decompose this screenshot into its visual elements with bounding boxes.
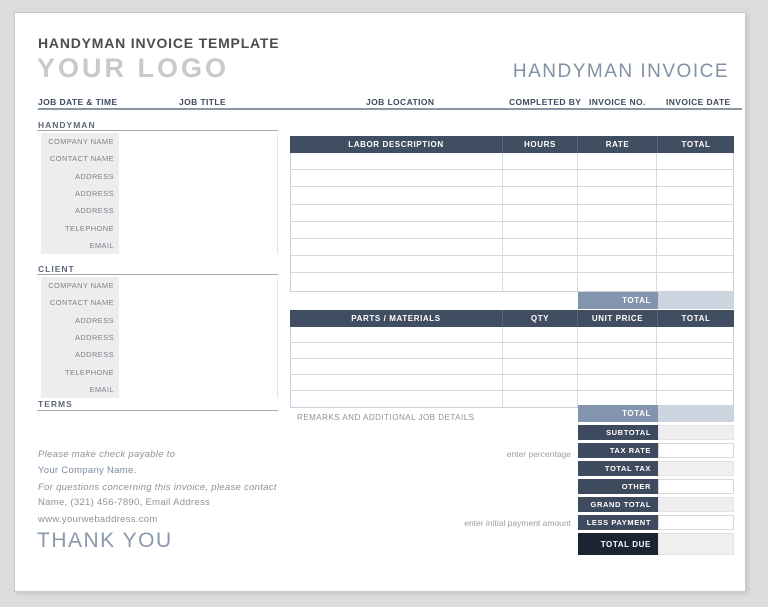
tax-rate-label: TAX RATE: [578, 443, 658, 458]
other-value: [658, 479, 734, 494]
client-field-labels: [41, 277, 119, 398]
subtotal-value: [658, 425, 734, 440]
tax-rate-note: enter percentage: [506, 449, 571, 459]
table-row: [291, 239, 733, 256]
grand-total-label: GRAND TOTAL: [578, 497, 658, 512]
less-payment-value: [658, 515, 734, 530]
subtotal-label: SUBTOTAL: [578, 425, 658, 440]
invoice-title: HANDYMAN INVOICE: [512, 61, 729, 82]
table-row: [291, 273, 733, 290]
website-line: www.yourwebaddress.com: [38, 514, 158, 525]
contact-details-line: Name, (321) 456-7890, Email Address: [38, 497, 211, 508]
qty-header: QTY: [503, 310, 578, 327]
field-label: ADDRESS: [74, 171, 114, 181]
client-section-label: CLIENT: [38, 264, 75, 274]
handyman-value-area: [119, 133, 278, 254]
invoice-no-label: INVOICE NO.: [589, 97, 646, 107]
labor-total-label: TOTAL: [578, 292, 658, 309]
field-label: CONTACT NAME: [49, 298, 114, 308]
contact-line: For questions concerning this invoice, please contact: [38, 482, 277, 493]
field-label: TELEPHONE: [64, 223, 114, 233]
parts-total-row: [578, 405, 734, 422]
table-row: [291, 343, 733, 359]
client-value-area: [119, 277, 278, 398]
handyman-rule: [37, 130, 278, 131]
terms-section-label: TERMS: [38, 399, 73, 409]
handyman-field-labels: [41, 133, 119, 254]
parts-materials-header: PARTS / MATERIALS: [290, 310, 503, 327]
invoice-date-label: INVOICE DATE: [666, 97, 731, 107]
field-label: EMAIL: [89, 240, 114, 250]
table-row: [291, 187, 733, 204]
table-row: [291, 375, 733, 391]
parts-total-label: TOTAL: [578, 405, 658, 422]
grand-total-value: [658, 497, 734, 512]
other-label: OTHER: [578, 479, 658, 494]
parts-table-header: [290, 310, 734, 327]
table-row: [291, 359, 733, 375]
field-label: ADDRESS: [74, 315, 114, 325]
parts-table-body: [290, 327, 734, 408]
job-header-rule: [38, 108, 742, 110]
totals-summary: [578, 425, 734, 555]
invoice-page: [14, 12, 746, 592]
labor-table-header: [290, 136, 734, 153]
labor-table-body: [290, 153, 734, 292]
total-tax-label: TOTAL TAX: [578, 461, 658, 476]
parts-table: [290, 310, 734, 408]
check-payable-line: Please make check payable to: [38, 449, 176, 460]
total-header: TOTAL: [681, 140, 711, 149]
labor-total-row: [578, 292, 734, 309]
completed-by-label: COMPLETED BY: [509, 97, 582, 107]
labor-table: [290, 136, 734, 292]
job-location-label: JOB LOCATION: [366, 97, 435, 107]
page-title: HANDYMAN INVOICE TEMPLATE: [38, 35, 280, 51]
total-due-row: [578, 533, 734, 555]
table-row: [291, 327, 733, 343]
field-label: ADDRESS: [74, 206, 114, 216]
other-row: [578, 479, 734, 494]
unit-price-header: UNIT PRICE: [578, 310, 658, 327]
field-label: ADDRESS: [74, 188, 114, 198]
remarks-label: REMARKS AND ADDITIONAL JOB DETAILS: [297, 413, 475, 422]
total-tax-row: [578, 461, 734, 476]
total-due-value: [658, 533, 734, 555]
job-title-label: JOB TITLE: [179, 97, 227, 107]
field-label: COMPANY NAME: [48, 137, 114, 147]
less-payment-label: LESS PAYMENT: [578, 515, 658, 530]
hours-header: HOURS: [503, 136, 578, 153]
less-payment-row: [578, 515, 734, 530]
labor-total-value: [658, 292, 734, 309]
field-label: ADDRESS: [74, 350, 114, 360]
handyman-section-label: HANDYMAN: [38, 120, 96, 130]
field-label: COMPANY NAME: [48, 281, 114, 291]
tax-rate-row: [578, 443, 734, 458]
logo-placeholder: YOUR LOGO: [37, 53, 230, 83]
client-rule: [37, 274, 278, 275]
terms-rule: [37, 410, 278, 411]
total-tax-value: [658, 461, 734, 476]
tax-rate-value: [658, 443, 734, 458]
table-row: [291, 222, 733, 239]
rate-header: RATE: [578, 136, 658, 153]
grand-total-row: [578, 497, 734, 512]
table-row: [291, 170, 733, 187]
total-due-label: TOTAL DUE: [578, 533, 658, 555]
company-name-line: Your Company Name.: [38, 465, 137, 476]
total-header: TOTAL: [681, 314, 711, 323]
table-row: [291, 153, 733, 170]
field-label: EMAIL: [89, 384, 114, 394]
table-row: [291, 205, 733, 222]
subtotal-row: [578, 425, 734, 440]
thank-you-text: THANK YOU: [37, 529, 173, 552]
less-payment-note: enter initial payment amount: [464, 518, 571, 528]
field-label: TELEPHONE: [64, 367, 114, 377]
job-date-time-label: JOB DATE & TIME: [38, 97, 118, 107]
parts-total-value: [658, 405, 734, 422]
table-row: [291, 256, 733, 273]
field-label: ADDRESS: [74, 332, 114, 342]
labor-description-header: LABOR DESCRIPTION: [290, 136, 503, 153]
field-label: CONTACT NAME: [49, 154, 114, 164]
